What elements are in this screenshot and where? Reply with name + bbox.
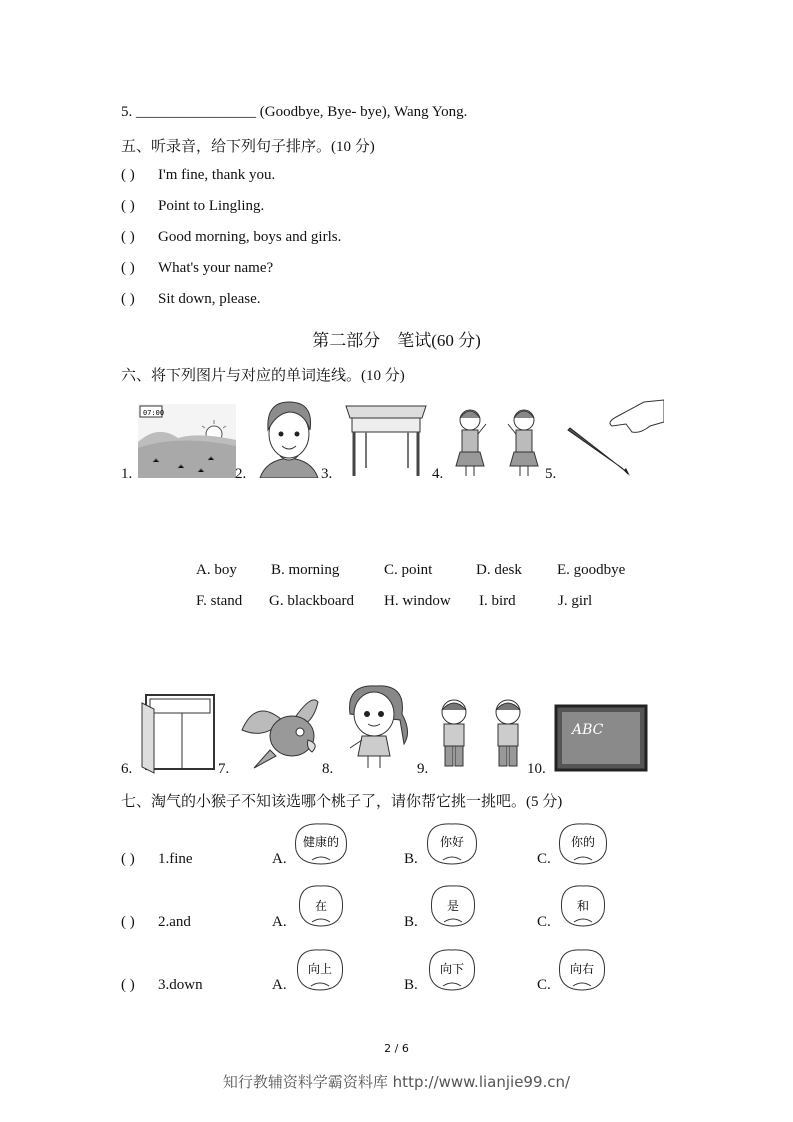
answer-paren[interactable]: ( ) [121,977,135,993]
peach-option[interactable] [294,946,346,992]
word-option[interactable]: C. point [384,562,433,578]
pic-number: 1. [121,466,133,482]
clock-text: 07:00 [143,409,165,417]
word-option[interactable]: A. boy [196,562,237,578]
section5-item [121,229,341,246]
pic-number: 6. [121,761,133,777]
pic-number: 9. [417,761,429,777]
window-picture [138,693,218,775]
blackboard-text: ABC [572,722,604,738]
morning-landscape-picture [138,404,236,478]
word-option[interactable]: G. blackboard [269,593,354,609]
answer-paren[interactable]: ( ) [121,914,135,930]
section7-question [121,914,191,931]
pic-number: 10. [527,761,546,777]
desk-picture [342,402,430,478]
section7-title: 七、淘气的小猴子不知该选哪个桃子了，请你帮它挑一挑吧。(5 分) [121,794,563,810]
word-option[interactable]: I. bird [479,593,516,609]
pic-number: 5. [545,466,557,482]
blackboard-picture [554,704,648,772]
option-label: B. [404,914,418,930]
bird-picture [236,690,322,772]
peach-option[interactable] [424,820,480,866]
peach-text: 向下 [439,962,465,976]
answer-paren[interactable]: ( ) [121,229,135,245]
peach-option[interactable] [296,882,346,928]
word-option[interactable]: F. stand [196,593,243,609]
section5-title: 五、听录音，给下列句子排序。(10 分) [121,139,375,155]
two-boys-standing-picture [434,694,530,774]
word-option[interactable]: D. desk [476,562,522,578]
option-label: A. [272,914,287,930]
answer-paren[interactable]: ( ) [121,291,135,307]
question-word: 1.fine [158,851,193,867]
section5-item-text: Good morning, boys and girls. [158,229,342,245]
peach-option[interactable] [558,882,608,928]
pic-number: 2. [235,466,247,482]
peach-text: 健康的 [302,835,340,849]
peach-text: 向上 [307,962,333,976]
answer-paren[interactable]: ( ) [121,167,135,183]
section5-item [121,291,261,308]
pic-number: 7. [218,761,230,777]
part2-title: 第二部分 笔试(60 分) [312,331,481,350]
section6-title: 六、将下列图片与对应的单词连线。(10 分) [121,368,405,384]
answer-paren[interactable]: ( ) [121,198,135,214]
pointing-hand-pen-picture [566,398,664,478]
peach-option[interactable] [292,820,350,866]
q5-text: (Goodbye, Bye- bye), Wang Yong. [259,104,468,120]
word-option[interactable]: B. morning [271,562,340,578]
option-label: A. [272,977,287,993]
peach-option[interactable] [556,820,610,866]
peach-text: 和 [576,899,590,913]
peach-text: 在 [314,899,328,913]
word-option[interactable]: H. window [384,593,451,609]
section5-item-text: Sit down, please. [158,291,261,307]
peach-option[interactable] [426,946,478,992]
word-option[interactable]: E. goodbye [557,562,626,578]
pic-number: 8. [322,761,334,777]
question-word: 2.and [158,914,191,930]
peach-option[interactable] [556,946,608,992]
peach-text: 是 [446,899,460,913]
q5-number: 5. [121,104,133,120]
girls-waving-picture [452,404,548,480]
option-label: C. [537,977,551,993]
q5-line [121,104,467,121]
section7-question [121,977,203,994]
peach-text: 你好 [439,835,465,849]
boy-face-picture [258,398,320,478]
q5-blank[interactable]: ________________ [136,104,256,120]
page-number: 2 / 6 [384,1042,409,1055]
pic-number: 3. [321,466,333,482]
option-label: B. [404,851,418,867]
option-label: A. [272,851,287,867]
peach-text: 向右 [569,962,595,976]
option-label: C. [537,914,551,930]
pic-number: 4. [432,466,444,482]
section7-question [121,851,193,868]
answer-paren[interactable]: ( ) [121,260,135,276]
option-label: C. [537,851,551,867]
section5-item-text: Point to Lingling. [158,198,265,214]
footer-watermark[interactable]: 知行教辅资料学霸资料库 http://www.lianjie99.cn/ [222,1073,571,1091]
section5-item [121,260,273,277]
section5-item [121,198,264,215]
section5-item-text: I'm fine, thank you. [158,167,276,183]
answer-paren[interactable]: ( ) [121,851,135,867]
section5-item-text: What's your name? [158,260,274,276]
peach-text: 你的 [570,835,596,849]
peach-option[interactable] [428,882,478,928]
section5-item [121,167,275,184]
option-label: B. [404,977,418,993]
question-word: 3.down [158,977,203,993]
word-option[interactable]: J. girl [558,593,593,609]
girl-picture [340,684,412,772]
